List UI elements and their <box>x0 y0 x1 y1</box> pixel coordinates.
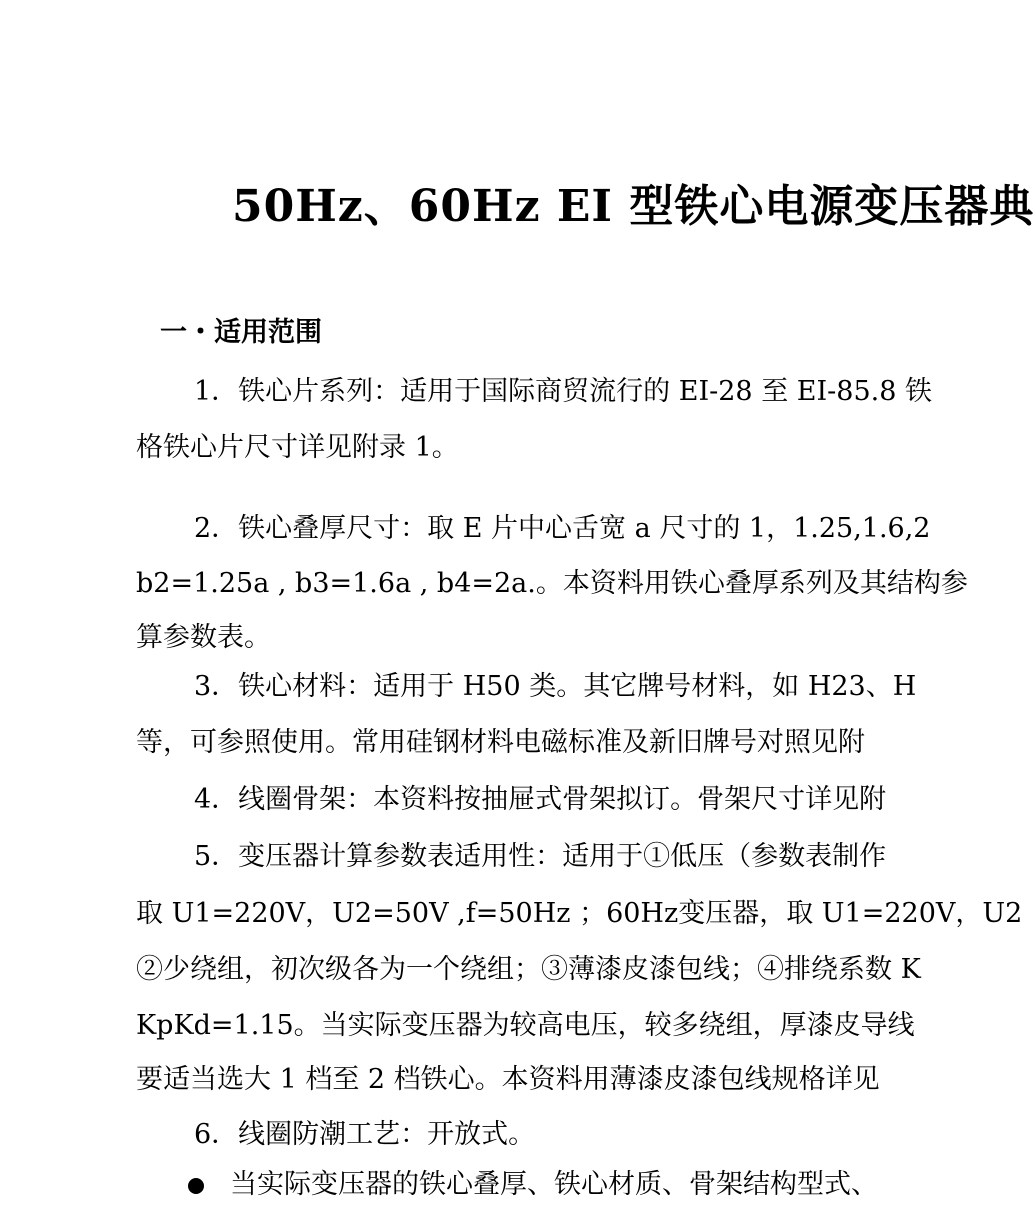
paragraph-line: 要适当选大 1 档至 2 档铁心。本资料用薄漆皮漆包线规格详见 <box>136 1064 880 1095</box>
page-title: 50Hz、60Hz EI 型铁心电源变压器典 <box>232 181 1034 232</box>
paragraph-line: 3．铁心材料：适用于 H50 类。其它牌号材料，如 H23、H <box>194 671 917 702</box>
paragraph-line: 6．线圈防潮工艺：开放式。 <box>194 1119 536 1150</box>
paragraph-line: 4．线圈骨架：本资料按抽屉式骨架拟订。骨架尺寸详见附 <box>194 784 887 815</box>
paragraph-line: b2=1.25a , b3=1.6a , b4=2a.。本资料用铁心叠厚系列及其结构参 <box>136 568 968 599</box>
bullet-icon <box>188 1178 204 1194</box>
paragraph-line: 当实际变压器的铁心叠厚、铁心材质、骨架结构型式、 <box>230 1169 878 1200</box>
paragraph-line: 2．铁心叠厚尺寸：取 E 片中心舌宽 a 尺寸的 1，1.25,1.6,2 <box>194 513 931 544</box>
paragraph-line: 取 U1=220V，U2=50V ,f=50Hz ；60Hz变压器，取 U1=220V，U2 <box>136 898 1023 929</box>
paragraph-line: 格铁心片尺寸详见附录 1。 <box>136 432 459 463</box>
paragraph-line: 算参数表。 <box>136 622 271 653</box>
paragraph-line: 1．铁心片系列：适用于国际商贸流行的 EI-28 至 EI-85.8 铁 <box>194 376 932 407</box>
paragraph-line: 5．变压器计算参数表适用性：适用于①低压（参数表制作 <box>194 841 887 872</box>
paragraph-line: 等，可参照使用。常用硅钢材料电磁标准及新旧牌号对照见附 <box>136 727 865 758</box>
paragraph-line: KpKd=1.15。当实际变压器为较高电压，较多绕组，厚漆皮导线 <box>136 1010 915 1041</box>
section-heading: 一・适用范围 <box>160 317 322 348</box>
paragraph-line: ②少绕组，初次级各为一个绕组；③薄漆皮漆包线；④排绕系数 K <box>136 954 921 985</box>
